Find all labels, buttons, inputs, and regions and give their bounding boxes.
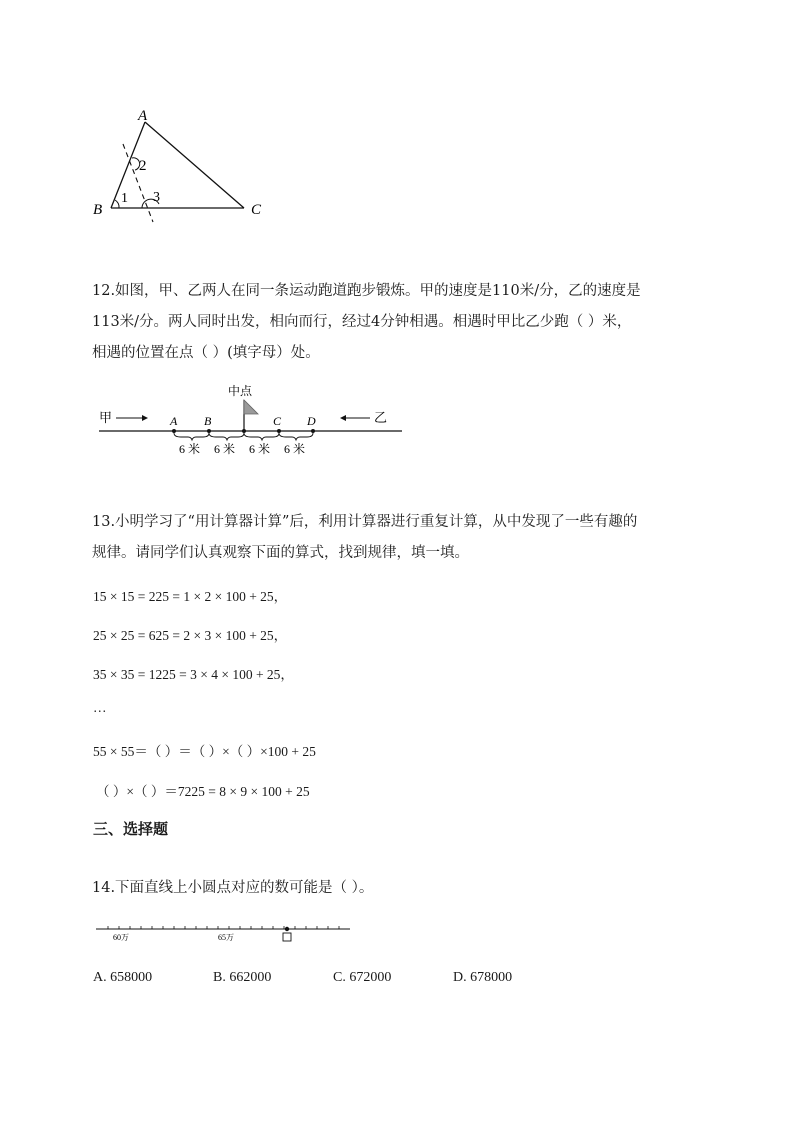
point-c (277, 429, 281, 433)
point-mid (242, 429, 246, 433)
flag-icon (244, 400, 258, 414)
q13-eq1: 15 × 15 = 225 = 1 × 2 × 100 + 25， (93, 589, 288, 604)
option-c[interactable]: C. 672000 (333, 970, 392, 985)
jia-arrowhead (142, 415, 148, 421)
q12-text (92, 276, 702, 369)
option-a[interactable]: A. 658000 (93, 970, 153, 985)
segment-3-label: 6 米 (249, 442, 271, 456)
q13-line1: 13.小明学习了“用计算器计算”后，利用计算器进行重复计算，从中发现了一些有趣的 (92, 514, 638, 530)
number-line-box (283, 933, 291, 941)
jia-label: 甲 (99, 410, 113, 425)
q13-ellipsis: … (93, 700, 107, 715)
yi-arrowhead (340, 415, 346, 421)
q14-question: 14.下面直线上小圆点对应的数可能是（ ）。 (92, 880, 374, 896)
vertex-a-label: A (138, 108, 148, 124)
track-diagram (96, 378, 406, 460)
point-d-label: D (307, 414, 316, 428)
option-b[interactable]: B. 662000 (213, 970, 272, 985)
point-a (172, 429, 176, 433)
vertex-b-label: B (93, 202, 103, 218)
number-line-label-65: 65万 (218, 933, 234, 942)
yi-label: 乙 (374, 410, 388, 425)
vertex-c-label: C (251, 202, 262, 218)
segment-2-label: 6 米 (214, 442, 236, 456)
q13-eq2: 25 × 25 = 625 = 2 × 3 × 100 + 25， (93, 628, 288, 643)
point-a-label: A (170, 414, 178, 428)
brace-2 (209, 433, 244, 440)
point-c-label: C (273, 414, 282, 428)
segment-4-label: 6 米 (284, 442, 306, 456)
angle-1-arc (115, 200, 119, 208)
section-title: 三、选择题 (93, 820, 169, 838)
number-line-dot (285, 927, 289, 931)
point-b (207, 429, 211, 433)
number-line-label-60: 60万 (113, 933, 129, 942)
q13-line2: 规律。请同学们认真观察下面的算式，找到规律，填一填。 (92, 545, 469, 561)
q13-text (92, 507, 702, 569)
q13-eq3: 35 × 35 = 1225 = 3 × 4 × 100 + 25， (93, 667, 294, 682)
triangle-figure (88, 100, 278, 225)
q13-eq4: 55 × 55＝（ ）＝（ ）×（ ）×100 + 25 (93, 744, 316, 759)
q13-eq5: （ ）×（ ）＝7225 = 8 × 9 × 100 + 25 (96, 784, 310, 799)
segment-1-label: 6 米 (179, 442, 201, 456)
point-d (311, 429, 315, 433)
brace-1 (174, 433, 209, 440)
brace-3 (244, 433, 279, 440)
q12-line1: 12.如图，甲、乙两人在同一条运动跑道跑步锻炼。甲的速度是110米/分，乙的速度是 (92, 283, 641, 299)
number-line (94, 920, 356, 946)
angle-1-label: 1 (121, 191, 128, 206)
midpoint-label: 中点 (228, 384, 253, 398)
dashed-line (123, 144, 153, 222)
q12-line3: 相遇的位置在点（ ）(填字母）处。 (92, 345, 320, 361)
brace-4 (279, 433, 313, 440)
q12-line2: 113米/分。两人同时出发，相向而行，经过4分钟相遇。相遇时甲比乙少跑（ ）米， (92, 314, 632, 330)
angle-3-label: 3 (153, 190, 160, 205)
point-b-label: B (204, 414, 212, 428)
option-d[interactable]: D. 678000 (453, 970, 513, 985)
angle-2-label: 2 (139, 158, 147, 174)
